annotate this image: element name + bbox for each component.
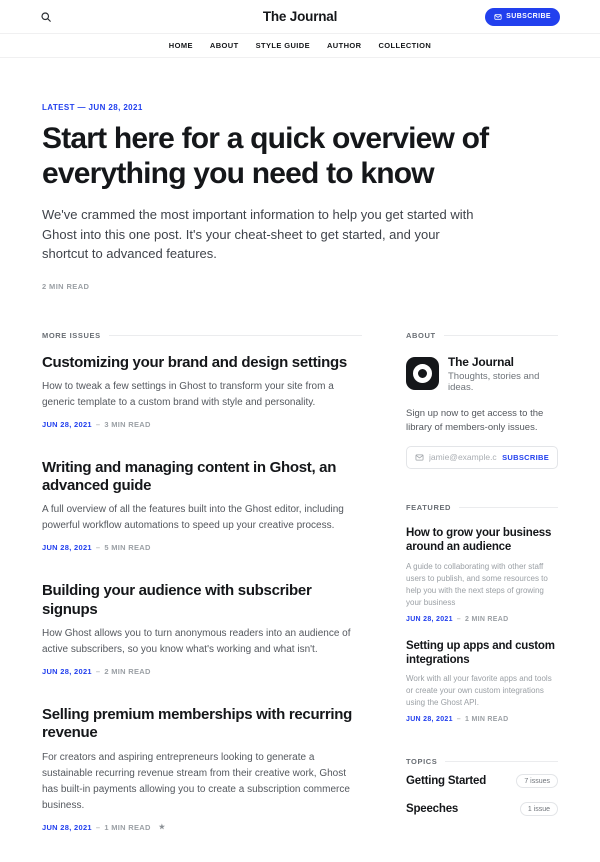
featured-post-excerpt: Work with all your favorite apps and tools or create your own custom integrations using the Ghost API. (406, 674, 552, 708)
featured-post-card[interactable] (406, 526, 558, 623)
post-date: JUN 28, 2021 (42, 419, 92, 429)
post-card[interactable] (42, 354, 362, 429)
featured-post-card[interactable] (406, 639, 558, 724)
section-rule (445, 761, 558, 762)
section-rule (459, 507, 558, 508)
topics-header (406, 757, 558, 766)
envelope-icon (415, 453, 424, 462)
post-meta (42, 667, 362, 676)
post-excerpt: How to tweak a few settings in Ghost to transform your site from a generic template to a custom brand with style and personality. (42, 380, 334, 408)
post-excerpt: How Ghost allows you to turn anonymous readers into an audience of active subscribers, so you know what's working and what isn't. (42, 627, 351, 655)
envelope-icon (494, 13, 502, 21)
sidebar-subscribe-button[interactable]: SUBSCRIBE (502, 452, 549, 462)
hero-read-time: 2 MIN READ (42, 281, 90, 291)
meta-separator: – (456, 716, 461, 724)
post-read-time: 5 MIN READ (104, 543, 151, 553)
more-issues-label: MORE ISSUES (42, 330, 101, 340)
featured-post-excerpt: A guide to collaborating with other staff users to publish, and some resources to help you with the next steps of growing your business (406, 561, 548, 607)
meta-separator: – (95, 666, 101, 676)
post-excerpt: For creators and aspiring entrepreneurs looking to generate a sustainable recurring revenue stream from their creative work, Ghost has built-in payments allowing you to create a subscription commerce business. (42, 751, 350, 811)
signup-text: Sign up now to get access to the library of members-only issues. (406, 407, 544, 434)
featured-label: FEATURED (406, 502, 452, 512)
post-read-time: 2 MIN READ (465, 615, 509, 623)
email-input[interactable] (429, 452, 497, 462)
post-meta (42, 420, 362, 429)
post-date: JUN 28, 2021 (42, 543, 92, 553)
post-meta (42, 823, 362, 832)
topic-name: Getting Started (406, 775, 487, 788)
post-card[interactable] (42, 706, 362, 832)
nav-item-collection[interactable]: COLLECTION (378, 41, 432, 50)
publication-name: The Journal (448, 354, 514, 369)
meta-separator: – (95, 543, 101, 553)
about-section (406, 331, 558, 469)
post-meta (406, 716, 558, 723)
featured-header (406, 503, 558, 512)
more-issues-header (42, 331, 362, 340)
site-title: The Journal (262, 9, 338, 24)
hero-latest-tag: LATEST — JUN 28, 2021 (42, 103, 143, 112)
post-meta (406, 616, 558, 623)
post-date: JUN 28, 2021 (406, 615, 453, 623)
topic-item-speeches[interactable] (406, 792, 558, 820)
featured-post-title[interactable]: How to grow your business around an audience (406, 526, 552, 554)
post-title[interactable]: Selling premium memberships with recurring revenue (42, 705, 352, 742)
post-title[interactable]: Building your audience with subscriber signups (42, 582, 312, 618)
search-icon[interactable] (40, 9, 56, 25)
post-card[interactable] (42, 459, 362, 553)
publication-logo[interactable] (406, 357, 439, 390)
topic-count-badge: 1 issue (520, 802, 558, 816)
main-content (0, 331, 600, 862)
post-title[interactable]: Customizing your brand and design settings (42, 353, 347, 371)
post-date: JUN 28, 2021 (42, 822, 92, 832)
featured-section (406, 503, 558, 724)
topics-section (406, 757, 558, 820)
post-date: JUN 28, 2021 (42, 666, 92, 676)
nav-item-home[interactable]: HOME (168, 41, 193, 50)
header-subscribe-label: SUBSCRIBE (506, 13, 551, 20)
meta-separator: – (456, 615, 461, 623)
post-title[interactable]: Writing and managing content in Ghost, an advanced guide (42, 458, 337, 495)
post-meta (42, 543, 362, 552)
nav-item-style-guide[interactable]: STYLE GUIDE (255, 41, 310, 50)
more-issues-column (42, 331, 362, 862)
hero-post-title[interactable]: Start here for a quick overview of everything you need to know (42, 122, 489, 190)
topic-item-getting-started[interactable] (406, 766, 558, 792)
meta-separator: – (95, 822, 101, 832)
logo-ring-icon (413, 364, 432, 383)
nav-item-author[interactable]: AUTHOR (326, 41, 362, 50)
section-rule (109, 335, 362, 336)
email-signup-form (406, 446, 558, 469)
hero-post (0, 58, 600, 291)
hero-post-excerpt: We've crammed the most important information to help you get started with Ghost into this one post. It's your cheat-sheet to get started, and your shortcut to advanced features. (42, 207, 474, 261)
members-only-star-icon: ★ (158, 824, 166, 832)
topics-label: TOPICS (406, 757, 438, 767)
header-subscribe-button[interactable] (485, 8, 560, 26)
topic-name: Speeches (406, 803, 459, 816)
site-header (0, 0, 600, 34)
meta-separator: – (95, 419, 101, 429)
primary-nav (0, 34, 600, 58)
nav-item-about[interactable]: ABOUT (209, 41, 239, 50)
about-label: ABOUT (406, 330, 436, 340)
post-excerpt: A full overview of all the features built into the Ghost editor, including powerful workflow automations to speed up your creative process. (42, 504, 344, 532)
publication-tagline: Thoughts, stories and ideas. (448, 370, 540, 393)
publication-info (406, 355, 558, 393)
post-card[interactable] (42, 582, 362, 676)
topic-count-badge: 7 issues (516, 774, 558, 788)
post-read-time: 2 MIN READ (104, 666, 151, 676)
post-read-time: 1 MIN READ (465, 716, 509, 724)
sidebar (406, 331, 558, 862)
section-rule (444, 335, 558, 336)
post-read-time: 1 MIN READ (104, 822, 151, 832)
post-date: JUN 28, 2021 (406, 716, 453, 724)
featured-post-title[interactable]: Setting up apps and custom integrations (406, 639, 555, 667)
about-header (406, 331, 558, 340)
post-read-time: 3 MIN READ (104, 419, 151, 429)
